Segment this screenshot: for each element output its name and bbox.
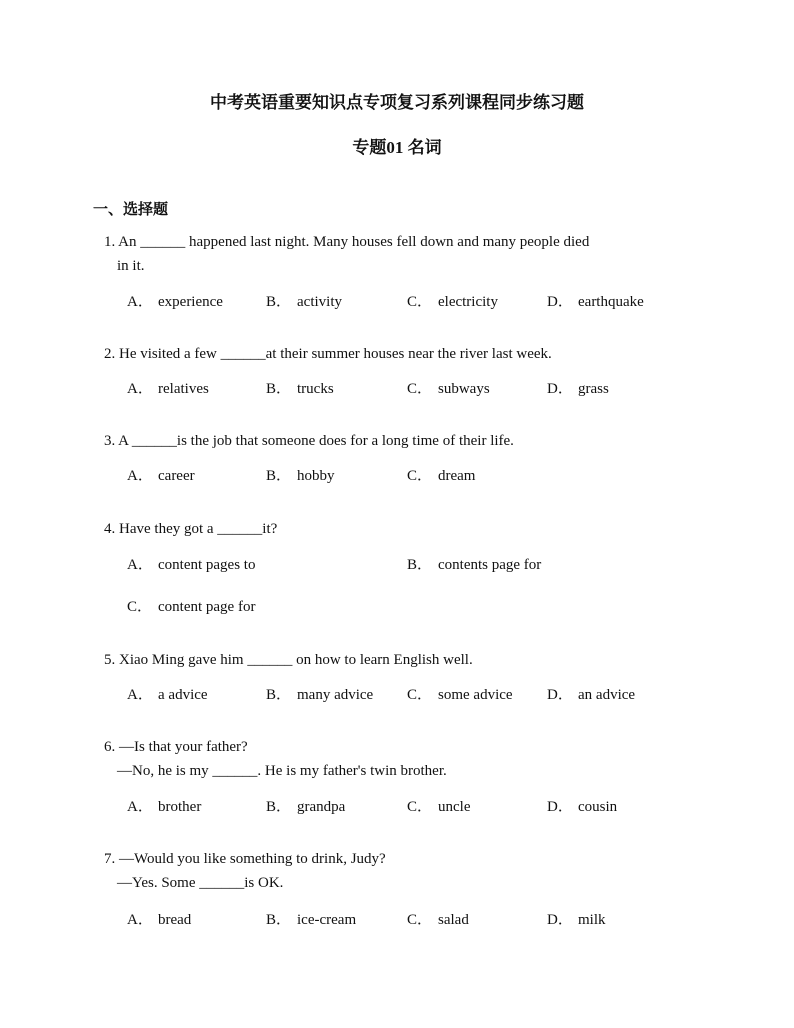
- question-4-stem: [104, 517, 277, 541]
- question-stem-line: —Yes. Some ______is OK.: [117, 875, 284, 891]
- question-stem-line: 1. An ______ happened last night. Many houses fell down and many people died: [104, 234, 590, 250]
- document-subtitle: 专题01 名词: [352, 138, 442, 157]
- option-b[interactable]: B． contents page for: [407, 557, 542, 573]
- question-stem-line: in it.: [117, 258, 145, 274]
- question-7-stem: [104, 847, 386, 895]
- question-1-stem: [104, 230, 589, 278]
- option-c[interactable]: C． some advice: [407, 687, 513, 703]
- question-stem-line: 5. Xiao Ming gave him ______ on how to learn English well.: [104, 652, 473, 668]
- option-d[interactable]: D． milk: [547, 912, 606, 928]
- question-stem-line: 3. A ______is the job that someone does for a long time of their life.: [104, 433, 514, 449]
- option-c[interactable]: C． dream: [407, 468, 476, 484]
- question-5-stem: [104, 648, 473, 672]
- option-b[interactable]: B． grandpa: [266, 799, 346, 815]
- option-c[interactable]: C． electricity: [407, 294, 498, 310]
- option-c[interactable]: C． content page for: [127, 599, 256, 615]
- option-b[interactable]: B． activity: [266, 294, 342, 310]
- option-a[interactable]: A． a advice: [127, 687, 208, 703]
- option-a[interactable]: A． relatives: [127, 381, 209, 397]
- option-c[interactable]: C． subways: [407, 381, 490, 397]
- option-b[interactable]: B． trucks: [266, 381, 334, 397]
- option-b[interactable]: B． many advice: [266, 687, 374, 703]
- section-heading: 一、选择题: [93, 202, 169, 218]
- option-b[interactable]: B． ice-cream: [266, 912, 357, 928]
- question-2-stem: [104, 342, 552, 366]
- option-d[interactable]: D． grass: [547, 381, 609, 397]
- option-a[interactable]: A． experience: [127, 294, 223, 310]
- question-stem-line: 6. —Is that your father?: [104, 739, 248, 755]
- question-stem-line: 7. —Would you like something to drink, Judy?: [104, 851, 386, 867]
- question-stem-line: 2. He visited a few ______at their summer houses near the river last week.: [104, 346, 552, 362]
- document-title: 中考英语重要知识点专项复习系列课程同步练习题: [210, 93, 584, 112]
- option-a[interactable]: A． content pages to: [127, 557, 256, 573]
- option-d[interactable]: D． earthquake: [547, 294, 644, 310]
- question-stem-line: 4. Have they got a ______it?: [104, 521, 278, 537]
- option-a[interactable]: A． bread: [127, 912, 192, 928]
- question-stem-line: —No, he is my ______. He is my father's twin brother.: [117, 763, 447, 779]
- option-a[interactable]: A． career: [127, 468, 195, 484]
- option-d[interactable]: D． cousin: [547, 799, 618, 815]
- option-c[interactable]: C． salad: [407, 912, 469, 928]
- option-c[interactable]: C． uncle: [407, 799, 471, 815]
- question-6-stem: [104, 735, 447, 783]
- question-3-stem: [104, 429, 514, 453]
- option-b[interactable]: B． hobby: [266, 468, 335, 484]
- option-d[interactable]: D． an advice: [547, 687, 636, 703]
- option-a[interactable]: A． brother: [127, 799, 202, 815]
